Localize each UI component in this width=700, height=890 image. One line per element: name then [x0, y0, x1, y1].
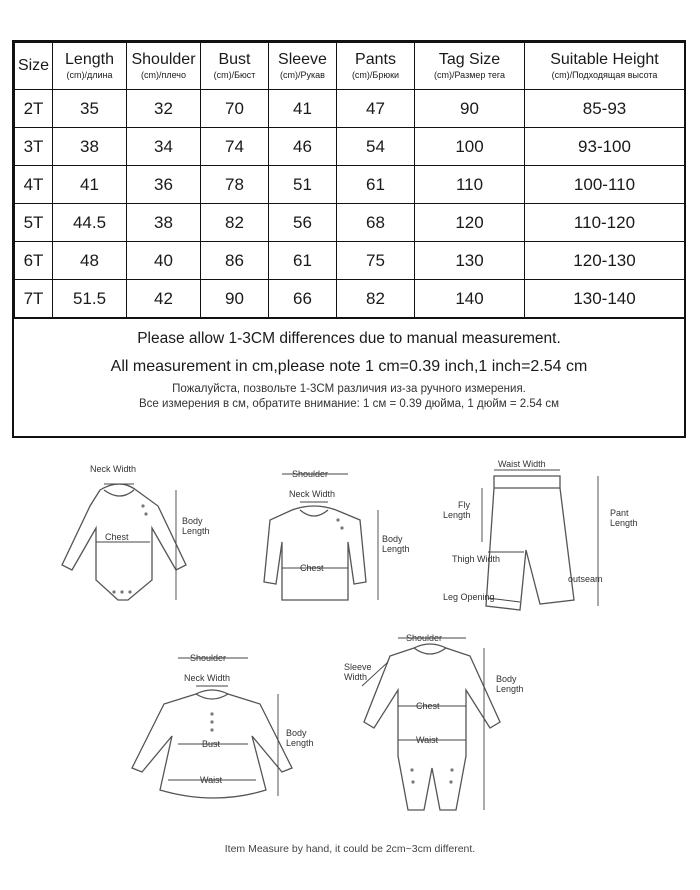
col-header-suitable-height: Suitable Height (cm)/Подходящая высота: [525, 43, 685, 90]
romper-sleeve-width-label: Width: [344, 672, 368, 682]
cell-length: 44.5: [53, 204, 127, 242]
cell-height: 85-93: [525, 90, 685, 128]
table-row: [15, 242, 685, 280]
shirt-collar: [300, 510, 328, 516]
bodysuit-collar: [104, 490, 134, 496]
pants-fly-length-label: Length: [443, 510, 471, 520]
table-row: [15, 90, 685, 128]
cell-height: 130-140: [525, 280, 685, 318]
cell-tag-size: 140: [415, 280, 525, 318]
measurement-diagrams: [0, 450, 700, 890]
size-table: [14, 42, 685, 318]
romper-collar: [414, 648, 446, 654]
shirt-shoulder-label: Shoulder: [292, 469, 329, 479]
dress-neck-label: Neck Width: [184, 673, 231, 683]
snap-icon: [449, 780, 452, 783]
col-header-shoulder: Shoulder (cm)/плечо: [127, 43, 201, 90]
cell-tag-size: 130: [415, 242, 525, 280]
cell-pants: 68: [337, 204, 415, 242]
cell-tag-size: 90: [415, 90, 525, 128]
cell-pants: 61: [337, 166, 415, 204]
table-row: [15, 280, 685, 318]
cell-bust: 86: [201, 242, 269, 280]
col-header-tag-size: Tag Size (cm)/Размер тега: [415, 43, 525, 90]
pants-fly-label: Fly: [458, 500, 470, 510]
button-icon: [210, 728, 213, 731]
cell-size: 2T: [15, 90, 53, 128]
cell-shoulder: 38: [127, 204, 201, 242]
dress-collar: [196, 694, 228, 699]
col-header-size: Size: [15, 43, 53, 90]
shirt-chest-label: Chest: [300, 563, 324, 573]
bodysuit-chest-label: Chest: [105, 532, 129, 542]
note-english-2: All measurement in cm,please note 1 cm=0.39 inch,1 inch=2.54 cm: [110, 358, 588, 375]
pants-pant-length-label: Length: [610, 518, 638, 528]
cell-height: 120-130: [525, 242, 685, 280]
cell-bust: 74: [201, 128, 269, 166]
cell-length: 48: [53, 242, 127, 280]
romper-length-label: Length: [496, 684, 524, 694]
bodysuit-neck-label: Neck Width: [90, 464, 137, 474]
cell-tag-size: 100: [415, 128, 525, 166]
romper-body-label: Body: [496, 674, 517, 684]
cell-tag-size: 110: [415, 166, 525, 204]
cell-sleeve: 66: [269, 280, 337, 318]
bodysuit-body-label: Body: [182, 516, 203, 526]
pants-outline: [486, 476, 574, 610]
cell-size: 5T: [15, 204, 53, 242]
col-header-bust: Bust (cm)/Бюст: [201, 43, 269, 90]
cell-pants: 75: [337, 242, 415, 280]
romper-shoulder-label: Shoulder: [406, 633, 443, 643]
table-row: [15, 128, 685, 166]
snap-icon: [112, 590, 115, 593]
cell-bust: 82: [201, 204, 269, 242]
measure-disclaimer: Item Measure by hand, it could be 2cm~3cm different.: [224, 843, 476, 855]
pants-waist-label: Waist Width: [498, 459, 546, 469]
bodysuit-length-label: Length: [182, 526, 210, 536]
cell-length: 51.5: [53, 280, 127, 318]
snap-icon: [450, 768, 453, 771]
button-icon: [144, 512, 147, 515]
col-header-sleeve: Sleeve (cm)/Рукав: [269, 43, 337, 90]
pants-leg-label: Leg Opening: [443, 592, 495, 602]
cell-length: 41: [53, 166, 127, 204]
cell-sleeve: 56: [269, 204, 337, 242]
col-header-length: Length (cm)/длина: [53, 43, 127, 90]
pants-diagram: [443, 459, 638, 610]
cell-shoulder: 40: [127, 242, 201, 280]
cell-shoulder: 36: [127, 166, 201, 204]
snap-icon: [410, 768, 413, 771]
cell-pants: 47: [337, 90, 415, 128]
cell-size: 3T: [15, 128, 53, 166]
dress-length-label: Length: [286, 738, 314, 748]
snap-icon: [411, 780, 414, 783]
cell-length: 38: [53, 128, 127, 166]
cell-bust: 78: [201, 166, 269, 204]
col-header-pants: Pants (cm)/Брюки: [337, 43, 415, 90]
pants-thigh-label: Thigh Width: [452, 554, 501, 564]
pants-pant-label: Pant: [610, 508, 629, 518]
shirt-outline: [264, 506, 366, 600]
note-russian-2: Все измерения в см, обратите внимание: 1 см = 0.39 дюйма, 1 дюйм = 2.54 см: [138, 398, 559, 410]
button-icon: [210, 712, 213, 715]
cell-height: 110-120: [525, 204, 685, 242]
measurement-notes: [14, 318, 684, 412]
cell-sleeve: 51: [269, 166, 337, 204]
cell-bust: 70: [201, 90, 269, 128]
cell-size: 7T: [15, 280, 53, 318]
dress-waist-label: Waist: [200, 775, 223, 785]
shirt-length-label: Length: [382, 544, 410, 554]
cell-shoulder: 32: [127, 90, 201, 128]
button-icon: [210, 720, 213, 723]
cell-pants: 82: [337, 280, 415, 318]
table-row: [15, 166, 685, 204]
size-chart: [12, 40, 686, 438]
cell-size: 4T: [15, 166, 53, 204]
snap-icon: [120, 590, 123, 593]
romper-chest-label: Chest: [416, 701, 440, 711]
cell-size: 6T: [15, 242, 53, 280]
romper-sleeve-label: Sleeve: [344, 662, 372, 672]
dress-shoulder-label: Shoulder: [190, 653, 227, 663]
cell-height: 93-100: [525, 128, 685, 166]
button-icon: [336, 518, 339, 521]
cell-tag-size: 120: [415, 204, 525, 242]
note-english-1: Please allow 1-3CM differences due to manual measurement.: [137, 330, 561, 347]
cell-shoulder: 42: [127, 280, 201, 318]
shirt-neck-label: Neck Width: [289, 489, 336, 499]
dress-body-label: Body: [286, 728, 307, 738]
dress-diagram: [132, 653, 314, 798]
button-icon: [141, 504, 144, 507]
bodysuit-diagram: [62, 464, 210, 600]
cell-bust: 90: [201, 280, 269, 318]
button-icon: [340, 526, 343, 529]
romper-waist-label: Waist: [416, 735, 439, 745]
cell-shoulder: 34: [127, 128, 201, 166]
cell-sleeve: 46: [269, 128, 337, 166]
cell-sleeve: 41: [269, 90, 337, 128]
table-row: [15, 204, 685, 242]
cell-height: 100-110: [525, 166, 685, 204]
romper-diagram: [344, 633, 524, 810]
dress-bust-label: Bust: [202, 739, 221, 749]
snap-icon: [128, 590, 131, 593]
cell-sleeve: 61: [269, 242, 337, 280]
table-header-row: [15, 43, 685, 90]
note-russian-1: Пожалуйста, позвольте 1-3CM различия из-за ручного измерения.: [172, 383, 526, 395]
cell-pants: 54: [337, 128, 415, 166]
romper-outline: [364, 644, 500, 810]
shirt-body-label: Body: [382, 534, 403, 544]
shirt-diagram: [264, 469, 410, 600]
cell-length: 35: [53, 90, 127, 128]
pants-outseam-label: outseam: [568, 574, 603, 584]
